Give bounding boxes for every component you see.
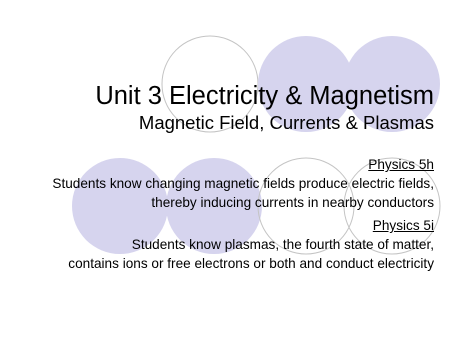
standard-code-link[interactable]: Physics 5i [372,218,434,233]
standard-code-link[interactable]: Physics 5h [368,157,434,172]
title-block [95,82,434,134]
slide-title: Unit 3 Electricity & Magnetism [95,82,434,110]
standard-description: Students know changing magnetic fields produce electric fields, thereby inducing currents in nearby conductors [52,176,434,210]
slide-subtitle: Magnetic Field, Currents & Plasmas [138,112,434,133]
standard-description: contains ions or free electrons or both and conduct electricity [68,256,434,271]
slide-body [20,155,434,273]
standard-description: Students know plasmas, the fourth state of matter, [131,237,434,252]
